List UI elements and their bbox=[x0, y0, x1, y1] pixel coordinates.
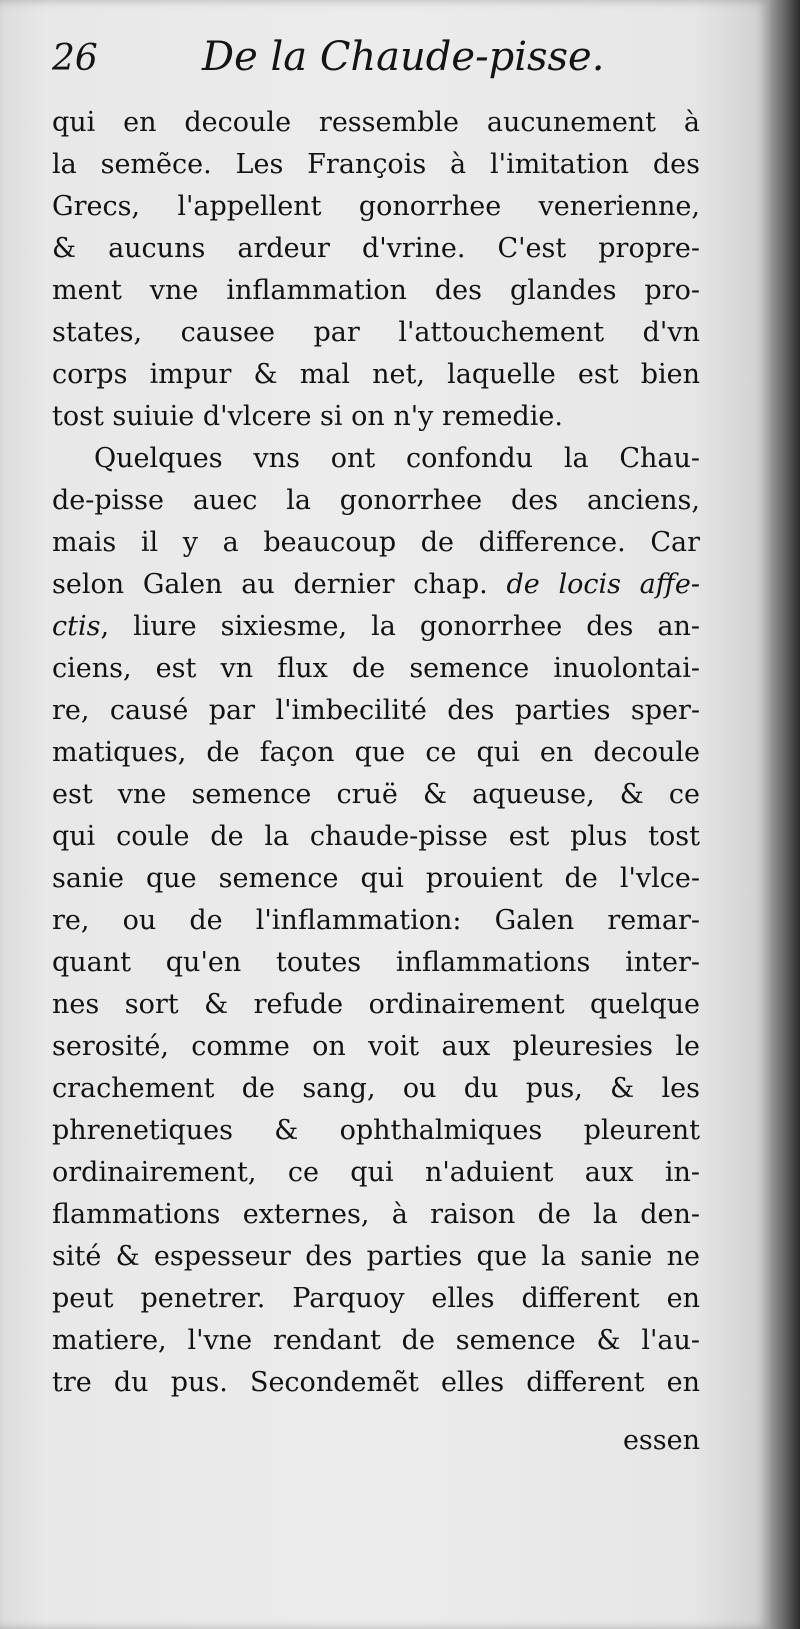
text-line: sanie que semence qui prouient de l'vlce- bbox=[52, 863, 700, 894]
roman-text: selon Galen au dernier chap. bbox=[52, 569, 488, 600]
text-line: tost suiuie d'vlcere si on n'y remedie. bbox=[52, 401, 563, 432]
text-line: qui coule de la chaude-pisse est plus tost bbox=[52, 821, 700, 852]
page-header bbox=[52, 30, 700, 90]
text-line: corps impur & mal net, laquelle est bien bbox=[52, 359, 700, 390]
running-title: De la Chaude-pisse. bbox=[202, 34, 605, 80]
roman-text: , liure sixiesme, la gonorrhee des an- bbox=[100, 611, 700, 642]
text-line: de-pisse auec la gonorrhee des anciens, bbox=[52, 485, 700, 516]
catchword: essen bbox=[622, 1425, 700, 1456]
text-line: serosité, comme on voit aux pleuresies le bbox=[52, 1031, 700, 1062]
italic-citation: ctis bbox=[52, 611, 101, 642]
text-line: Grecs, l'appellent gonorrhee venerienne, bbox=[52, 191, 700, 222]
page-number: 26 bbox=[52, 38, 98, 79]
text-line: est vne semence cruë & aqueuse, & ce bbox=[52, 779, 700, 810]
text-line-with-italic bbox=[52, 606, 700, 648]
text-line-with-italic bbox=[52, 564, 700, 606]
text-line: states, causee par l'attouchement d'vn bbox=[52, 317, 700, 348]
text-line: quant qu'en toutes inflammations inter- bbox=[52, 947, 700, 978]
text-line: & aucuns ardeur d'vrine. C'est propre- bbox=[52, 233, 700, 264]
text-line: matiques, de façon que ce qui en decoule bbox=[52, 737, 700, 768]
text-line: sité & espesseur des parties que la sanie ne bbox=[52, 1241, 700, 1272]
text-line: mais il y a beaucoup de difference. Car bbox=[52, 527, 700, 558]
italic-citation: de locis affe- bbox=[506, 569, 700, 600]
text-line: matiere, l'vne rendant de semence & l'au- bbox=[52, 1325, 700, 1356]
text-line: flammations externes, à raison de la den- bbox=[52, 1199, 700, 1230]
text-line: tre du pus. Secondemẽt elles different en bbox=[52, 1367, 700, 1398]
text-line: la semẽce. Les François à l'imitation des bbox=[52, 149, 700, 180]
page-edge bbox=[770, 0, 800, 1629]
text-line: ciens, est vn flux de semence inuolontai- bbox=[52, 653, 700, 684]
text-line: ordinairement, ce qui n'aduient aux in- bbox=[52, 1157, 700, 1188]
text-line: nes sort & refude ordinairement quelque bbox=[52, 989, 700, 1020]
paragraph-start-line: Quelques vns ont confondu la Chau- bbox=[94, 443, 700, 474]
text-line: phrenetiques & ophthalmiques pleurent bbox=[52, 1115, 700, 1146]
text-line: qui en decoule ressemble aucunement à bbox=[52, 107, 700, 138]
text-line: re, causé par l'imbecilité des parties sper- bbox=[52, 695, 700, 726]
text-line: peut penetrer. Parquoy elles different en bbox=[52, 1283, 700, 1314]
text-line: ment vne inflammation des glandes pro- bbox=[52, 275, 700, 306]
body-text bbox=[52, 102, 700, 1404]
text-line: crachement de sang, ou du pus, & les bbox=[52, 1073, 700, 1104]
text-line: re, ou de l'inflammation: Galen remar- bbox=[52, 905, 700, 936]
